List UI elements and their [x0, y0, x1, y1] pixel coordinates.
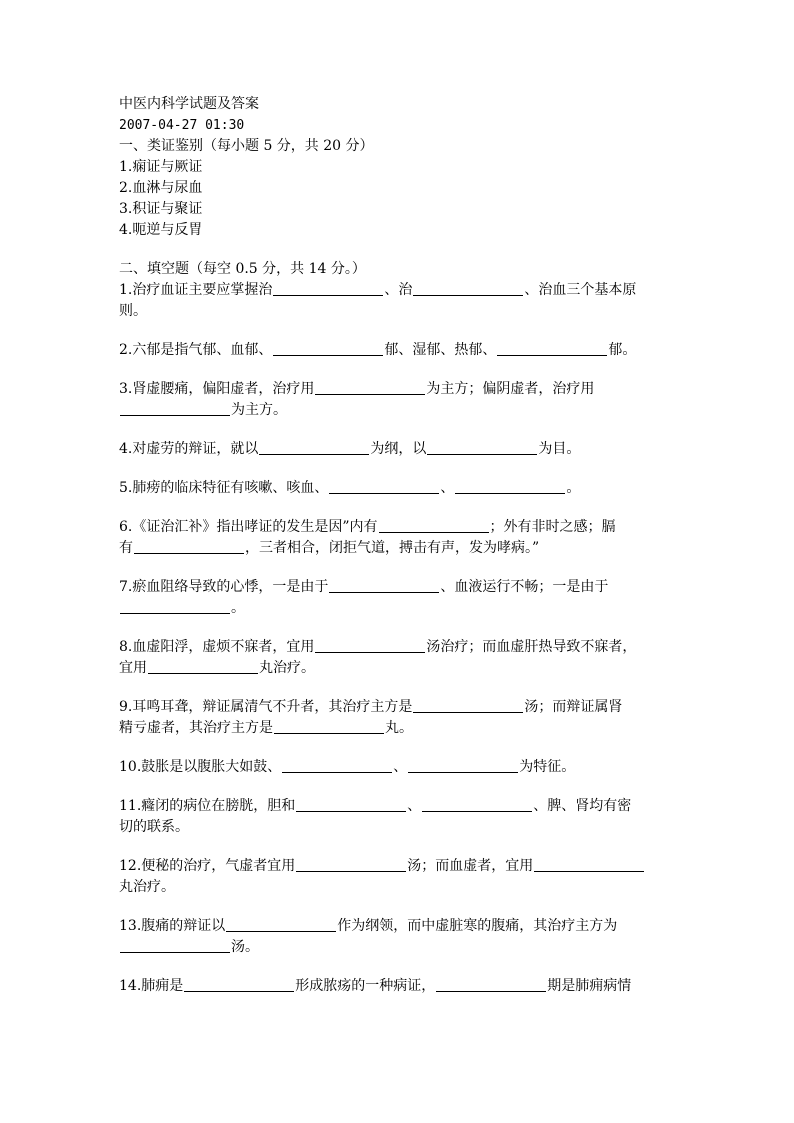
answer-blank[interactable] — [134, 539, 244, 554]
answer-blank[interactable] — [408, 758, 518, 773]
section-1-item: 2.血淋与尿血 — [119, 180, 203, 196]
answer-blank[interactable] — [274, 719, 384, 734]
answer-blank[interactable] — [455, 479, 565, 494]
question-13: 13.腹痛的辩证以 作为纲领，而中虚脏寒的腹痛，其治疗主方为 汤。 — [119, 918, 618, 955]
question-7: 7.瘀血阻络导致的心悸，一是由于 、血液运行不畅；一是由于 。 — [119, 579, 609, 616]
answer-blank[interactable] — [120, 938, 230, 953]
answer-blank[interactable] — [427, 440, 537, 455]
answer-blank[interactable] — [282, 758, 392, 773]
answer-blank[interactable] — [120, 401, 230, 416]
answer-blank[interactable] — [184, 977, 294, 992]
answer-blank[interactable] — [120, 599, 230, 614]
answer-blank[interactable] — [413, 698, 523, 713]
question-2: 2.六郁是指气郁、血郁、 郁、湿郁、热郁、 郁。 — [119, 342, 637, 358]
document-page — [119, 94, 679, 1015]
question-6: 6.《证治汇补》指出哮证的发生是因”内有 ；外有非时之感；膈 有 ，三者相合，闭拒气道，搏击有声，发为哮病。” — [119, 519, 616, 556]
answer-blank[interactable] — [296, 797, 406, 812]
question-9: 9.耳鸣耳聋，辩证属清气不升者，其治疗主方是 汤；而辩证属肾 精亏虚者，其治疗主方是 丸。 — [119, 699, 623, 736]
answer-blank[interactable] — [379, 518, 489, 533]
question-10: 10.鼓胀是以腹胀大如鼓、 、 为特征。 — [119, 759, 576, 775]
answer-blank[interactable] — [315, 638, 425, 653]
question-12: 12.便秘的治疗，气虚者宜用 汤；而血虚者，宜用 丸治疗。 — [119, 856, 679, 898]
section-1-item: 3.积证与聚证 — [119, 201, 203, 217]
section-1-item: 1.痫证与厥证 — [119, 159, 203, 175]
question-5: 5.肺痨的临床特征有咳嗽、咳血、 、 。 — [119, 480, 581, 496]
section-1-heading: 一、类证鉴别（每小题 5 分，共 20 分） — [119, 138, 374, 154]
answer-blank[interactable] — [273, 281, 383, 296]
answer-blank[interactable] — [329, 479, 439, 494]
question-11: 11.癃闭的病位在膀胱，胆和 、 、脾、肾均有密 切的联系。 — [119, 798, 632, 835]
answer-blank[interactable] — [315, 380, 425, 395]
question-1: 1.治疗血证主要应掌握治 、治 、治血三个基本原 则。 — [119, 282, 637, 319]
question-4: 4.对虚劳的辩证，就以 为纲，以 为目。 — [119, 441, 581, 457]
answer-blank[interactable] — [534, 857, 644, 872]
section-1-item: 4.呃逆与反胃 — [119, 222, 203, 238]
answer-blank[interactable] — [273, 341, 383, 356]
answer-blank[interactable] — [329, 578, 439, 593]
document-title: 中医内科学试题及答案 — [119, 96, 259, 112]
section-2-heading: 二、填空题（每空 0.5 分，共 14 分。） — [119, 261, 366, 277]
answer-blank[interactable] — [422, 797, 532, 812]
question-3: 3.肾虚腰痛，偏阳虚者，治疗用 为主方；偏阴虚者，治疗用 为主方。 — [119, 381, 595, 418]
answer-blank[interactable] — [226, 917, 336, 932]
answer-blank[interactable] — [497, 341, 607, 356]
answer-blank[interactable] — [259, 440, 369, 455]
question-14: 14.肺痈是 形成脓疡的一种病证， 期是肺痈病情 — [119, 978, 632, 994]
answer-blank[interactable] — [296, 857, 406, 872]
answer-blank[interactable] — [413, 281, 523, 296]
answer-blank[interactable] — [436, 977, 546, 992]
question-8: 8.血虚阳浮，虚烦不寐者，宜用 汤治疗；而血虚肝热导致不寐者， 宜用 丸治疗。 — [119, 639, 637, 676]
answer-blank[interactable] — [148, 659, 258, 674]
post-timestamp: 2007-04-27 01:30 — [119, 118, 245, 133]
